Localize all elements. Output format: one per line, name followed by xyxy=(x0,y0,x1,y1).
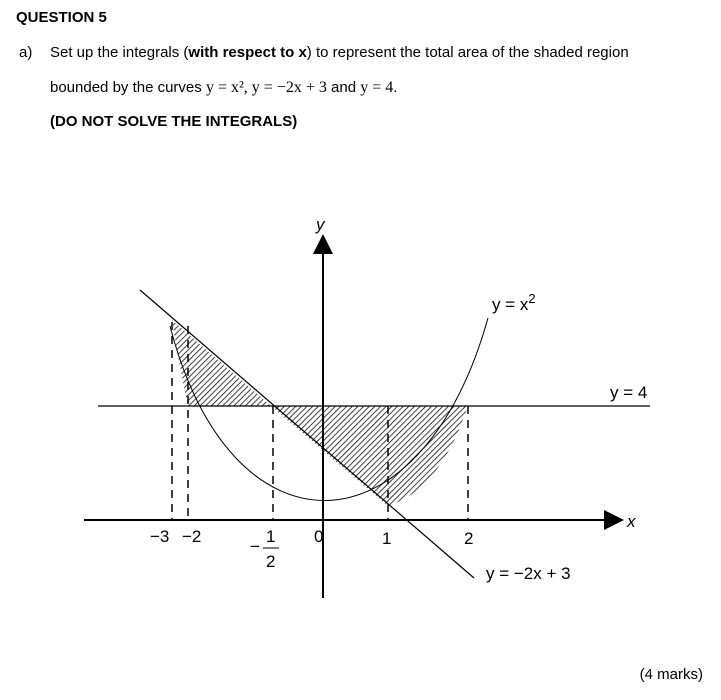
curve-2: y = −2x + 3 xyxy=(251,79,327,96)
curve-3: y = 4 xyxy=(360,79,394,96)
tick-label-half-sign: − xyxy=(250,537,260,556)
tick-label-neg2: −2 xyxy=(182,527,202,546)
instruction-bold: with respect to x xyxy=(188,44,307,61)
parabola-exponent: 2 xyxy=(528,291,536,306)
tick-label-half-numerator: 1 xyxy=(266,527,276,546)
instruction-line2-text: bounded by the curves xyxy=(50,79,202,96)
tick-label-half-denominator: 2 xyxy=(266,552,276,571)
tick-label-0: 0 xyxy=(314,527,324,546)
curve-1: y = x², xyxy=(205,79,252,96)
question-heading: QUESTION 5 xyxy=(16,9,107,26)
tick-label-neg3: −3 xyxy=(150,527,170,546)
part-label: a) xyxy=(19,44,33,61)
marks-label: (4 marks) xyxy=(639,666,703,683)
tick-label-1: 1 xyxy=(382,529,392,548)
and-word: and xyxy=(331,79,357,96)
x-axis-label: x xyxy=(627,512,636,531)
line-label: y = −2x + 3 xyxy=(486,564,571,583)
tick-label-2: 2 xyxy=(464,529,474,548)
do-not-solve-note: (DO NOT SOLVE THE INTEGRALS) xyxy=(50,113,298,130)
instruction-prefix: Set up the integrals ( xyxy=(50,44,189,61)
instruction-end: . xyxy=(393,79,398,96)
horizontal-line-label: y = 4 xyxy=(610,383,648,402)
shaded-region-left xyxy=(172,320,271,406)
y-axis-label: y xyxy=(316,215,325,234)
instruction-suffix: ) to represent the total area of the shaded region xyxy=(306,44,629,61)
parabola-label xyxy=(492,291,536,314)
parabola-label-text: y = x xyxy=(492,295,529,314)
